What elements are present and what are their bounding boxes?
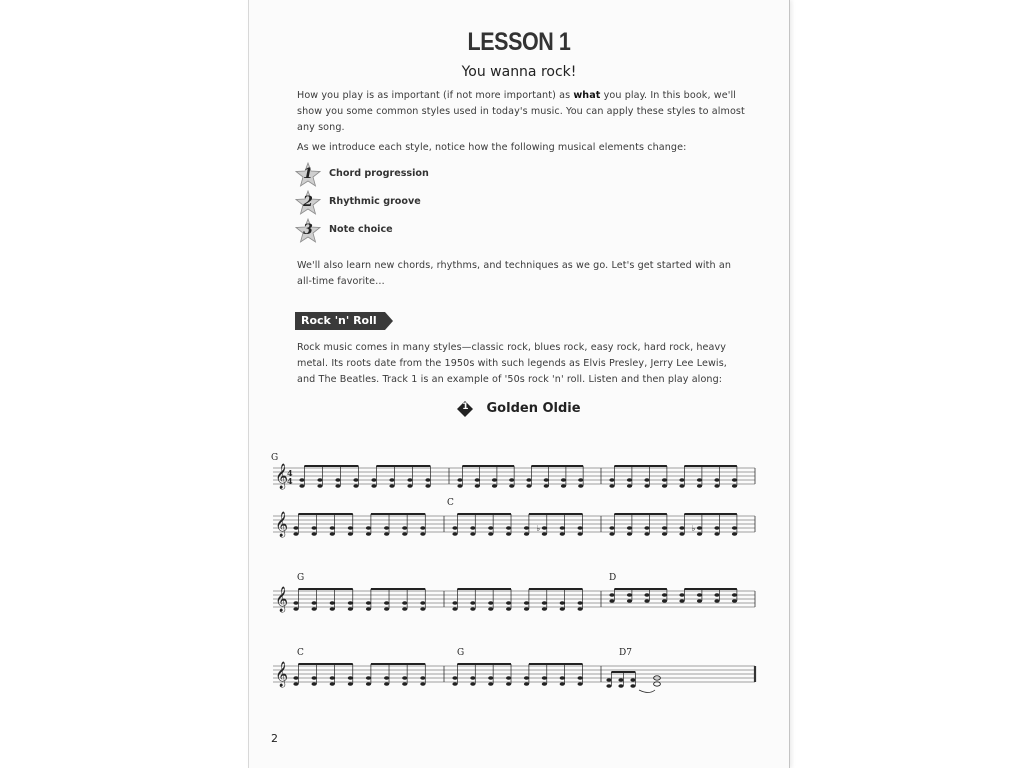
treble-clef-icon: 𝄞 bbox=[275, 587, 289, 612]
note-head bbox=[662, 593, 667, 597]
note-head bbox=[312, 682, 317, 686]
note-head bbox=[618, 684, 623, 688]
note-head bbox=[644, 526, 649, 530]
note-head bbox=[506, 607, 511, 611]
note-head bbox=[542, 526, 547, 530]
note-head bbox=[348, 607, 353, 611]
note-head bbox=[662, 599, 667, 603]
note-head bbox=[470, 607, 475, 611]
note-head bbox=[714, 484, 719, 488]
note-head bbox=[312, 526, 317, 530]
note-head bbox=[542, 676, 547, 680]
section-paragraph: Rock music comes in many styles—classic rock, blues rock, easy rock, hard rock, heavy metal. Its roots date from the 1950s with such legends as Elvis Presley, Jerry Lee Lewis, and The Beatles. Track 1 is an example of '50s rock 'n' roll. Listen and then play along: bbox=[297, 342, 727, 385]
element-label: Chord progression bbox=[329, 168, 429, 179]
note-head bbox=[384, 601, 389, 605]
note-head bbox=[578, 682, 583, 686]
note-head bbox=[578, 607, 583, 611]
note-head bbox=[606, 684, 611, 688]
note-head bbox=[452, 601, 457, 605]
page-number: 2 bbox=[271, 732, 278, 745]
element-number: 1 bbox=[303, 166, 313, 182]
note-head bbox=[353, 478, 358, 482]
treble-clef-icon: 𝄞 bbox=[275, 464, 289, 489]
note-head bbox=[714, 478, 719, 482]
note-head bbox=[475, 484, 480, 488]
note-head bbox=[384, 676, 389, 680]
note-head bbox=[492, 484, 497, 488]
note-head bbox=[389, 484, 394, 488]
note-head bbox=[732, 526, 737, 530]
note-head bbox=[457, 484, 462, 488]
treble-clef-icon: 𝄞 bbox=[275, 512, 289, 537]
note-head bbox=[335, 484, 340, 488]
note-head bbox=[330, 526, 335, 530]
note-head bbox=[542, 607, 547, 611]
note-head bbox=[578, 478, 583, 482]
note-head bbox=[506, 676, 511, 680]
note-head bbox=[348, 526, 353, 530]
note-head bbox=[697, 532, 702, 536]
note-head bbox=[348, 682, 353, 686]
note-head bbox=[312, 607, 317, 611]
note-head bbox=[544, 478, 549, 482]
note-head bbox=[420, 526, 425, 530]
intro-bold-word: what bbox=[573, 90, 601, 101]
note-head bbox=[317, 484, 322, 488]
note-head bbox=[402, 601, 407, 605]
note-head bbox=[578, 532, 583, 536]
note-head bbox=[452, 532, 457, 536]
note-head bbox=[714, 593, 719, 597]
note-head bbox=[384, 532, 389, 536]
note-head bbox=[330, 682, 335, 686]
note-head bbox=[488, 532, 493, 536]
note-head bbox=[420, 601, 425, 605]
note-head bbox=[492, 478, 497, 482]
note-head bbox=[644, 593, 649, 597]
note-head bbox=[389, 478, 394, 482]
note-head bbox=[560, 526, 565, 530]
element-label: Note choice bbox=[329, 224, 393, 235]
note-head bbox=[714, 526, 719, 530]
note-head bbox=[452, 607, 457, 611]
note-head bbox=[488, 526, 493, 530]
time-signature: 4 bbox=[287, 468, 293, 478]
note-head bbox=[299, 484, 304, 488]
note-head bbox=[366, 526, 371, 530]
chord-symbol: G bbox=[297, 573, 305, 583]
note-head bbox=[662, 532, 667, 536]
note-head bbox=[402, 526, 407, 530]
note-head bbox=[654, 682, 661, 686]
note-head bbox=[371, 478, 376, 482]
note-head bbox=[526, 478, 531, 482]
note-head bbox=[627, 593, 632, 597]
note-head bbox=[679, 593, 684, 597]
note-head bbox=[578, 676, 583, 680]
time-signature: 4 bbox=[287, 476, 293, 486]
note-head bbox=[402, 532, 407, 536]
note-head bbox=[475, 478, 480, 482]
note-head bbox=[407, 478, 412, 482]
note-head bbox=[679, 532, 684, 536]
note-head bbox=[609, 478, 614, 482]
flat-icon: ♭ bbox=[536, 524, 541, 533]
treble-clef-icon: 𝄞 bbox=[275, 662, 289, 687]
note-head bbox=[561, 484, 566, 488]
note-head bbox=[609, 484, 614, 488]
note-head bbox=[457, 478, 462, 482]
note-head bbox=[384, 682, 389, 686]
note-head bbox=[609, 593, 614, 597]
note-head bbox=[488, 682, 493, 686]
note-head bbox=[420, 607, 425, 611]
track-number: 1 bbox=[462, 401, 469, 412]
note-head bbox=[470, 601, 475, 605]
note-head bbox=[420, 682, 425, 686]
note-head bbox=[348, 676, 353, 680]
note-head bbox=[452, 682, 457, 686]
note-head bbox=[560, 607, 565, 611]
note-head bbox=[425, 484, 430, 488]
note-head bbox=[662, 484, 667, 488]
note-head bbox=[366, 601, 371, 605]
note-head bbox=[524, 607, 529, 611]
note-head bbox=[293, 607, 298, 611]
note-head bbox=[348, 532, 353, 536]
note-head bbox=[524, 532, 529, 536]
note-head bbox=[578, 484, 583, 488]
note-head bbox=[488, 676, 493, 680]
note-head bbox=[420, 532, 425, 536]
note-head bbox=[560, 676, 565, 680]
book-page bbox=[248, 0, 790, 768]
note-head bbox=[679, 484, 684, 488]
note-head bbox=[524, 682, 529, 686]
intro-text-1: How you play is as important (if not more important) as bbox=[297, 90, 574, 101]
note-head bbox=[330, 601, 335, 605]
note-head bbox=[560, 682, 565, 686]
lesson-title: LESSON 1 bbox=[467, 28, 571, 56]
note-head bbox=[384, 607, 389, 611]
note-head bbox=[561, 478, 566, 482]
note-head bbox=[697, 526, 702, 530]
note-head bbox=[526, 484, 531, 488]
note-head bbox=[293, 601, 298, 605]
note-head bbox=[542, 601, 547, 605]
note-head bbox=[470, 676, 475, 680]
note-head bbox=[627, 484, 632, 488]
note-head bbox=[697, 478, 702, 482]
note-head bbox=[402, 607, 407, 611]
note-head bbox=[627, 532, 632, 536]
note-head bbox=[402, 676, 407, 680]
note-head bbox=[662, 478, 667, 482]
note-head bbox=[714, 532, 719, 536]
note-head bbox=[312, 676, 317, 680]
note-head bbox=[627, 599, 632, 603]
note-head bbox=[679, 526, 684, 530]
note-head bbox=[578, 526, 583, 530]
music-notation bbox=[249, 0, 789, 768]
note-head bbox=[644, 599, 649, 603]
note-head bbox=[330, 676, 335, 680]
note-head bbox=[644, 484, 649, 488]
note-head bbox=[578, 601, 583, 605]
note-head bbox=[353, 484, 358, 488]
note-head bbox=[293, 676, 298, 680]
note-head bbox=[452, 676, 457, 680]
note-head bbox=[697, 593, 702, 597]
note-head bbox=[312, 601, 317, 605]
note-head bbox=[697, 484, 702, 488]
note-head bbox=[732, 599, 737, 603]
note-head bbox=[470, 682, 475, 686]
note-head bbox=[371, 484, 376, 488]
note-head bbox=[506, 682, 511, 686]
note-head bbox=[542, 532, 547, 536]
note-head bbox=[609, 599, 614, 603]
closing-paragraph: We'll also learn new chords, rhythms, and techniques as we go. Let's get started with an all-time favorite… bbox=[297, 260, 732, 287]
note-head bbox=[293, 532, 298, 536]
note-head bbox=[524, 676, 529, 680]
note-head bbox=[679, 599, 684, 603]
note-head bbox=[662, 526, 667, 530]
intro-text-2: you play. In this book, we'll show you some common styles used in today's music. You can apply these styles to almost any song. bbox=[297, 90, 745, 133]
note-head bbox=[366, 682, 371, 686]
note-head bbox=[524, 526, 529, 530]
note-head bbox=[420, 676, 425, 680]
lesson-subtitle: You wanna rock! bbox=[461, 64, 577, 80]
note-head bbox=[618, 678, 623, 682]
note-head bbox=[312, 532, 317, 536]
note-head bbox=[470, 532, 475, 536]
note-head bbox=[366, 676, 371, 680]
flat-icon: ♭ bbox=[691, 524, 696, 533]
note-head bbox=[609, 526, 614, 530]
note-head bbox=[452, 526, 457, 530]
note-head bbox=[644, 532, 649, 536]
chord-symbol: G bbox=[457, 648, 465, 658]
note-head bbox=[366, 532, 371, 536]
note-head bbox=[317, 478, 322, 482]
note-head bbox=[544, 484, 549, 488]
element-label: Rhythmic groove bbox=[329, 196, 421, 207]
note-head bbox=[335, 478, 340, 482]
note-head bbox=[509, 484, 514, 488]
note-head bbox=[679, 478, 684, 482]
chord-symbol: D7 bbox=[619, 648, 632, 658]
note-head bbox=[697, 599, 702, 603]
note-head bbox=[488, 601, 493, 605]
note-head bbox=[542, 682, 547, 686]
note-head bbox=[524, 601, 529, 605]
note-head bbox=[299, 478, 304, 482]
chord-symbol: D bbox=[609, 573, 617, 583]
note-head bbox=[560, 601, 565, 605]
note-head bbox=[506, 532, 511, 536]
note-head bbox=[470, 526, 475, 530]
element-number: 3 bbox=[303, 222, 313, 238]
note-head bbox=[609, 532, 614, 536]
chord-symbol: C bbox=[447, 498, 454, 508]
note-head bbox=[630, 684, 635, 688]
note-head bbox=[407, 484, 412, 488]
element-number: 2 bbox=[303, 194, 313, 210]
note-head bbox=[732, 593, 737, 597]
elements-intro: As we introduce each style, notice how the following musical elements change: bbox=[297, 142, 687, 153]
note-head bbox=[506, 601, 511, 605]
note-head bbox=[732, 532, 737, 536]
note-head bbox=[366, 607, 371, 611]
song-title: Golden Oldie bbox=[486, 401, 581, 416]
note-head bbox=[630, 678, 635, 682]
note-head bbox=[714, 599, 719, 603]
note-head bbox=[560, 532, 565, 536]
note-head bbox=[293, 526, 298, 530]
note-head bbox=[330, 607, 335, 611]
chord-symbol: C bbox=[297, 648, 304, 658]
note-head bbox=[606, 678, 611, 682]
note-head bbox=[509, 478, 514, 482]
note-head bbox=[732, 484, 737, 488]
note-head bbox=[627, 478, 632, 482]
note-head bbox=[425, 478, 430, 482]
chord-symbol: G bbox=[271, 453, 279, 463]
tie bbox=[639, 690, 655, 693]
note-head bbox=[293, 682, 298, 686]
note-head bbox=[506, 526, 511, 530]
note-head bbox=[402, 682, 407, 686]
note-head bbox=[644, 478, 649, 482]
note-head bbox=[732, 478, 737, 482]
note-head bbox=[627, 526, 632, 530]
section-title: Rock 'n' Roll bbox=[301, 314, 377, 327]
note-head bbox=[330, 532, 335, 536]
note-head bbox=[488, 607, 493, 611]
note-head bbox=[384, 526, 389, 530]
note-head bbox=[348, 601, 353, 605]
